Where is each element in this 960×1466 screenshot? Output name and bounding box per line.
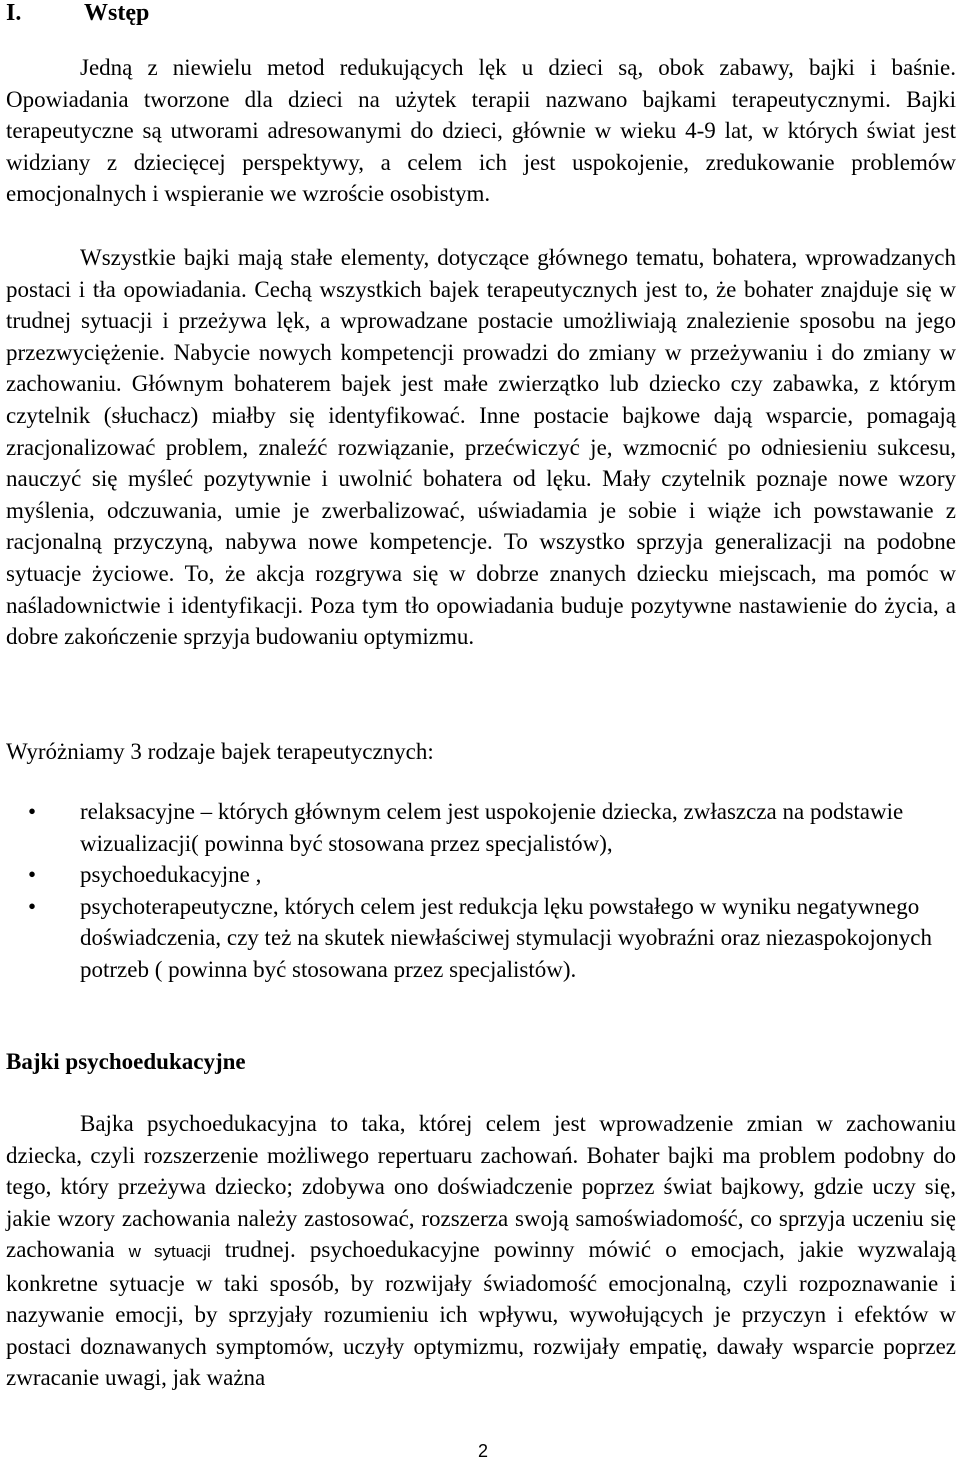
intro-block — [6, 52, 956, 210]
bullet-icon: • — [28, 862, 37, 887]
list-item — [6, 796, 956, 859]
list-item-text: psychoterapeutyczne, których celem jest redukcja lęku powstałego w wyniku negatywnego doświadczenia, czy też na skutek niewłaściwej stymulacji wyobraźni oraz niezaspokojonych potrzeb ( powinna być stosowana przez specjalistów). — [80, 893, 932, 982]
psychoedu-paragraph — [6, 1108, 956, 1394]
types-intro: Wyróżniamy 3 rodzaje bajek terapeutycznych: — [6, 739, 434, 764]
section-title: Wstęp — [84, 0, 150, 26]
bullet-icon: • — [28, 893, 37, 919]
bullet-icon: • — [28, 799, 37, 824]
list-item — [6, 891, 956, 986]
section-heading — [6, 0, 149, 30]
psychoedu-text-b: trudnej. psychoedukacyjne powinny mówić o emocjach, jakie wyzwalają konkretne sytuacje w taki sposób, by rozwijały świadomość emocjonalną, czyli rozpoznawanie i nazywanie emocji, by sprzyjały rozumieniu ich wpływu, wywołujących je przyczyn i efektów w postaci doznawanych symptomów, uczyły optymizmu, rozwijały empatię, dawały wsparcie poprzez zwracanie uwagi, jak ważna — [6, 1237, 956, 1390]
psychoedu-block — [6, 1108, 956, 1394]
list-item-text: psychoedukacyjne , — [80, 862, 262, 887]
section-number: I. — [6, 0, 22, 26]
list-item-text: relaksacyjne – których głównym celem jest uspokojenie dziecka, zwłaszcza na podstawie wizualizacji( powinna być stosowana przez specjalistów), — [80, 799, 904, 856]
intro-block-2 — [6, 242, 956, 653]
intro-paragraph-2: Wszystkie bajki mają stałe elementy, dotyczące głównego tematu, bohatera, wprowadzanych postaci i tła opowiadania. Cechą wszystkich bajek terapeutycznych jest to, że bohater znajduje się w trudnej sytuacji i przeżywa lęk, a wprowadzane postacie umożliwiają znalezienie sposobu na jego przezwyciężenie. Nabycie nowych kompetencji prowadzi do zmiany w przeżywaniu i do zmiany w zachowaniu. Głównym bohaterem bajek jest małe zwierzątko lub dziecko czy zabawka, z którym czytelnik (słuchacz) miałby się identyfikować. Inne postacie bajkowe dają wsparcie, pomagają zracjonalizować problem, znaleźć rozwiązanie, przećwiczyć je, wzmocnić po odniesieniu sukcesu, nauczyć się myśleć pozytywnie i uwolnić bohatera od lęku. Mały czytelnik poznaje nowe wzory myślenia, odczuwania, umie je zwerbalizować, uświadamia je sobie i wiąże ich powstawanie z racjonalną przyczyną, nabywa nowe kompetencje. To wszystko sprzyja generalizacji na podobne sytuacje życiowe. To, że akcja rozgrywa się w dobrze znanych dziecku miejscach, ma pomóc w naśladownictwie i identyfikacji. Poza tym tło opowiadania buduje pozytywne nastawienie do życia, a dobre zakończenie sprzyja budowaniu optymizmu. — [6, 245, 956, 650]
psychoedu-text-a: Bajka psychoedukacyjna to taka, której celem jest wprowadzenie zmian w zachowaniu dziecka, czyli rozszerzenie możliwego repertuaru zachowań. Bohater bajki ma problem podobny do tego, który przeżywa dziecko; zdobywa ono doświadczenie poprzez świat bajkowy, gdzie uczy się, jakie wzory zachowania należy zastosować, rozszerza swoją samoświadomość, co sprzyja uczeniu się zachowania — [6, 1111, 956, 1262]
page-number: 2 — [477, 1441, 488, 1461]
subsection-heading: Bajki psychoedukacyjne — [6, 1049, 246, 1074]
types-list — [6, 796, 956, 985]
psychoedu-text-small: w sytuacji — [128, 1242, 211, 1261]
intro-paragraph-1: Jedną z niewielu metod redukujących lęk u dzieci są, obok zabawy, bajki i baśnie. Opowiadania tworzone dla dzieci na użytek terapii nazwano bajkami terapeutycznymi. Bajki terapeutyczne są utworami adresowanymi do dzieci, głównie w wieku 4-9 lat, w których świat jest widziany z dziecięcej perspektywy, a celem ich jest uspokojenie, zredukowanie problemów emocjonalnych i wspieranie we wzroście osobistym. — [6, 55, 956, 207]
list-item — [6, 859, 956, 891]
